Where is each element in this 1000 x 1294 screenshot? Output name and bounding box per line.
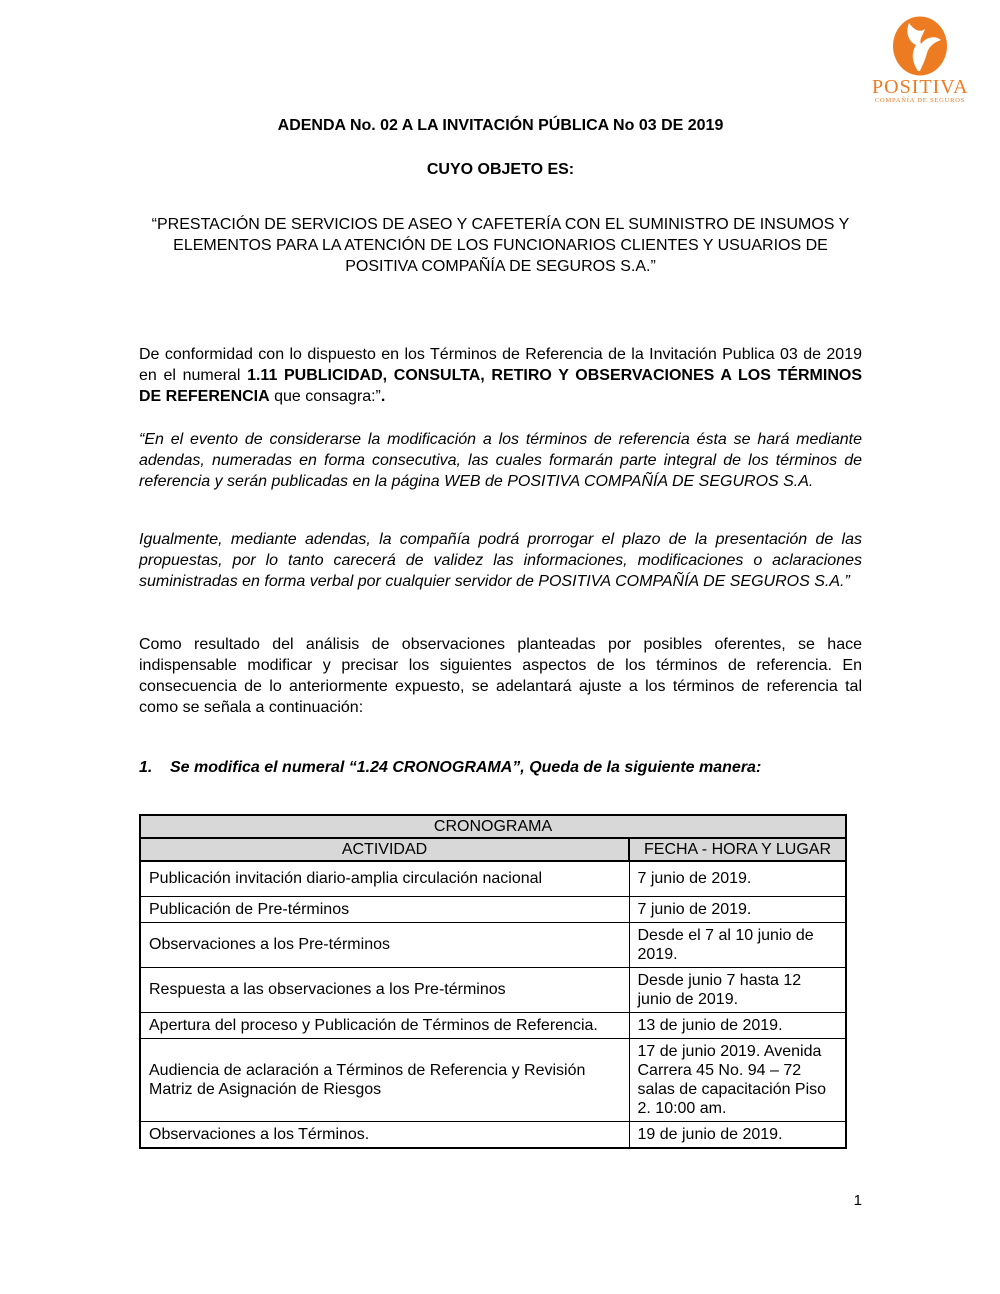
column-header-fecha: FECHA - HORA Y LUGAR [629,838,846,861]
cell-actividad: Audiencia de aclaración a Términos de Referencia y Revisión Matriz de Asignación de Riesgos [140,1038,629,1121]
cell-actividad: Publicación de Pre-términos [140,896,629,922]
cell-actividad: Publicación invitación diario-amplia circulación nacional [140,861,629,896]
table-row [140,896,846,922]
positiva-logo [872,16,968,105]
paragraph-conformidad-end: . [380,388,386,405]
cell-fecha: 7 junio de 2019. [629,896,846,922]
cell-fecha: 17 de junio 2019. Avenida Carrera 45 No. 94 – 72 salas de capacitación Piso 2. 10:00 am. [629,1038,846,1121]
cell-fecha: Desde el 7 al 10 junio de 2019. [629,922,846,967]
quote-paragraph-2: Igualmente, mediante adendas, la compañía podrá prorrogar el plazo de la presentación de las propuestas, por lo tanto carecerá de validez las informaciones, modificaciones o aclaraciones suministradas en forma verbal por cualquier servidor de POSITIVA COMPAÑÍA DE SEGUROS S.A.” [139,531,862,590]
cell-actividad: Apertura del proceso y Publicación de Términos de Referencia. [140,1012,629,1038]
quote-paragraph-1: “En el evento de considerarse la modificación a los términos de referencia ésta se hará mediante adendas, numeradas en forma consecutiva, las cuales formarán parte integral de los términos de referencia y serán publicadas en la página WEB de POSITIVA COMPAÑÍA DE SEGUROS S.A. [139,431,862,490]
table-row [140,1038,846,1121]
paragraph-conformidad-bold: 1.11 PUBLICIDAD, CONSULTA, RETIRO Y OBSERVACIONES A LOS TÉRMINOS DE REFERENCIA [139,367,863,405]
cell-actividad: Observaciones a los Términos. [140,1121,629,1148]
cronograma-table [139,814,847,1149]
cell-fecha: 19 de junio de 2019. [629,1121,846,1148]
positiva-swirl-icon [892,16,948,76]
paragraph-conformidad [139,344,862,407]
item-text: Se modifica el numeral “1.24 CRONOGRAMA”, Queda de la siguiente manera: [170,759,762,776]
paragraph-conformidad-pre: De conformidad con lo dispuesto en los Términos de Referencia de la Invitación Publica 03 de 2019 en el numeral [139,346,862,384]
document-title: ADENDA No. 02 A LA INVITACIÓN PÚBLICA No 03 DE 2019 [277,117,724,134]
column-header-actividad: ACTIVIDAD [140,838,629,861]
item-number: 1. [139,759,153,776]
table-row [140,861,846,896]
table-row [140,922,846,967]
paragraph-resultado: Como resultado del análisis de observaciones planteadas por posibles oferentes, se hace indispensable modificar y precisar los siguientes aspectos de los términos de referencia. En consecuencia de lo anteriormente expuesto, se adelantará ajuste a los términos de referencia tal como se señala a continuación: [139,636,862,716]
object-quote-paragraph: “PRESTACIÓN DE SERVICIOS DE ASEO Y CAFETERÍA CON EL SUMINISTRO DE INSUMOS Y ELEMENTOS PARA LA ATENCIÓN DE LOS FUNCIONARIOS CLIENTES Y USUARIOS DE POSITIVA COMPAÑÍA DE SEGUROS S.A.” [151,216,850,275]
cell-fecha: Desde junio 7 hasta 12 junio de 2019. [629,967,846,1012]
table-title-cell: CRONOGRAMA [140,815,846,838]
logo-wordmark: POSITIVA [872,76,969,98]
cell-actividad: Respuesta a las observaciones a los Pre-términos [140,967,629,1012]
table-row [140,1012,846,1038]
cell-actividad: Observaciones a los Pre-términos [140,922,629,967]
table-row [140,967,846,1012]
page-number: 1 [853,1192,862,1209]
table-row [140,1121,846,1148]
table-header-row [140,838,846,861]
cronograma-table-wrapper [139,814,847,1149]
paragraph-conformidad-post: que consagra:” [269,388,381,405]
numbered-item-1 [139,757,862,778]
document-subtitle: CUYO OBJETO ES: [426,161,575,178]
cell-fecha: 13 de junio de 2019. [629,1012,846,1038]
logo-tagline: COMPAÑÍA DE SEGUROS [874,97,966,104]
table-title-row [140,815,846,838]
cell-fecha: 7 junio de 2019. [629,861,846,896]
